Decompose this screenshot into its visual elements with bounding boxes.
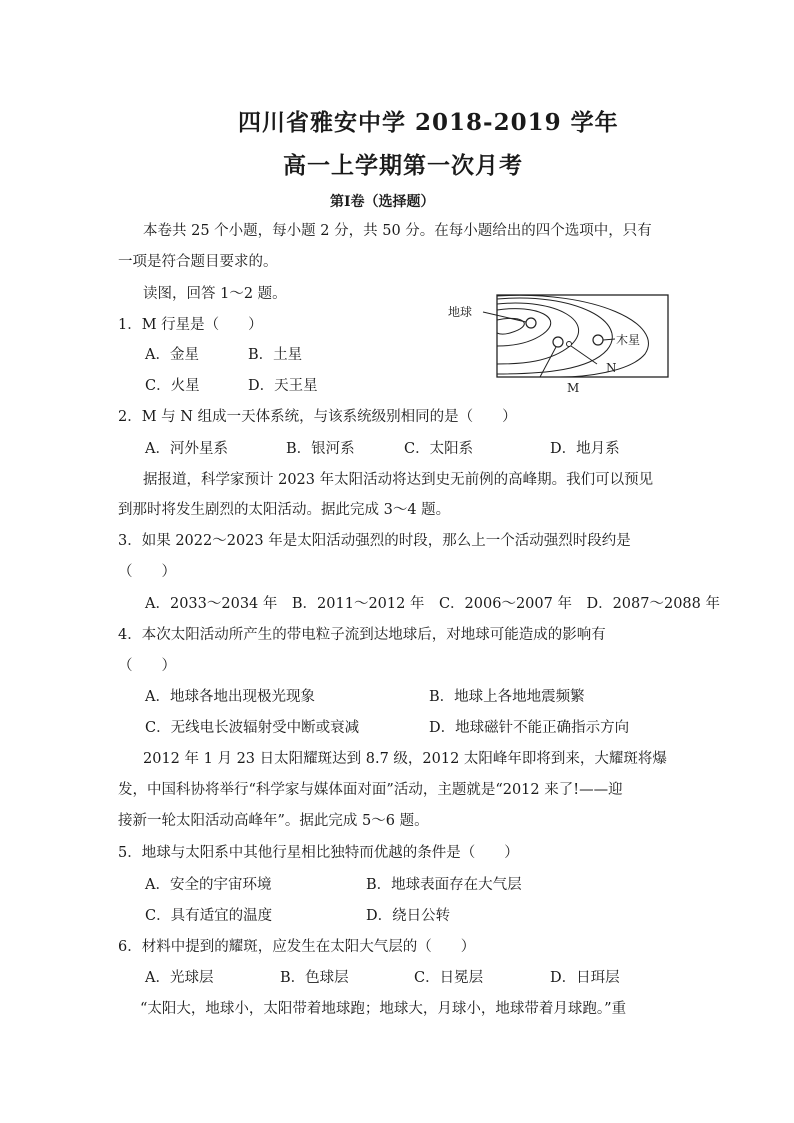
q4-paren: （ ） bbox=[118, 658, 176, 674]
read-instruction: 读图，回答 1～2 题。 bbox=[143, 286, 287, 302]
q1-option-a: A．金星 bbox=[145, 347, 199, 363]
passage-2-line-1: 2012 年 1 月 23 日太阳耀斑达到 8.7 级，2012 太阳峰年即将到来，大耀斑将爆 bbox=[143, 751, 667, 767]
passage-3-line-1: “太阳大，地球小，太阳带着地球跑；地球大，月球小，地球带着月球跑。”重 bbox=[140, 1001, 627, 1017]
q4-option-a: A．地球各地出现极光现象 bbox=[145, 689, 315, 705]
intro-line-1: 本卷共 25 个小题，每小题 2 分，共 50 分。在每小题给出的四个选项中，只有 bbox=[143, 223, 652, 239]
label-m: M bbox=[567, 381, 580, 394]
q5-stem: 5．地球与太阳系中其他行星相比独特而优越的条件是（ ） bbox=[118, 845, 519, 861]
passage-1-line-1: 据报道，科学家预计 2023 年太阳活动将达到史无前例的高峰期。我们可以预见 bbox=[143, 472, 654, 488]
q6-option-b: B．色球层 bbox=[280, 970, 349, 986]
q1-option-c: C．火星 bbox=[145, 378, 200, 394]
q5-option-a: A．安全的宇宙环境 bbox=[145, 877, 272, 893]
section-heading: 第Ⅰ卷（选择题） bbox=[330, 194, 435, 210]
title-line-2: 高一上学期第一次月考 bbox=[283, 152, 523, 179]
q6-option-a: A．光球层 bbox=[145, 970, 214, 986]
q1-stem: 1．M 行星是（ ） bbox=[118, 317, 263, 333]
q5-option-c: C．具有适宜的温度 bbox=[145, 908, 273, 924]
q6-stem: 6．材料中提到的耀斑，应发生在太阳大气层的（ ） bbox=[118, 939, 476, 955]
passage-2-line-3: 接新一轮太阳活动高峰年”。据此完成 5～6 题。 bbox=[118, 813, 429, 829]
q1-option-b: B．土星 bbox=[248, 347, 303, 363]
passage-2-line-2: 发，中国科协将举行“科学家与媒体面对面”活动，主题就是“2012 来了!——迎 bbox=[118, 782, 623, 798]
title-line-1: 四川省雅安中学 2018-2019 学年 bbox=[238, 109, 619, 136]
q5-option-d: D．绕日公转 bbox=[366, 908, 451, 924]
q1-option-d: D．天王星 bbox=[248, 378, 318, 394]
q2-option-c: C．太阳系 bbox=[404, 441, 474, 457]
q4-stem: 4．本次太阳活动所产生的带电粒子流到达地球后，对地球可能造成的影响有 bbox=[118, 627, 606, 643]
q3-stem: 3．如果 2022～2023 年是太阳活动强烈的时段，那么上一个活动强烈时段约是 bbox=[118, 533, 631, 549]
label-jupiter: 木星 bbox=[616, 333, 641, 347]
passage-1-line-2: 到那时将发生剧烈的太阳活动。据此完成 3～4 题。 bbox=[118, 502, 451, 518]
q3-options: A．2033～2034 年 B．2011～2012 年 C．2006～2007 年 D．2087～2088 年 bbox=[145, 596, 720, 612]
q4-option-b: B．地球上各地地震频繁 bbox=[429, 689, 585, 705]
q2-option-b: B．银河系 bbox=[286, 441, 355, 457]
q2-stem: 2．M 与 N 组成一天体系统，与该系统级别相同的是（ ） bbox=[118, 409, 517, 425]
q4-option-c: C．无线电长波辐射受中断或衰减 bbox=[145, 720, 360, 736]
q4-option-d: D．地球磁针不能正确指示方向 bbox=[429, 720, 630, 736]
solar-system-orbit-diagram bbox=[425, 292, 672, 394]
q2-option-a: A．河外星系 bbox=[145, 441, 228, 457]
intro-line-2: 一项是符合题目要求的。 bbox=[118, 254, 278, 270]
q3-paren: （ ） bbox=[118, 564, 176, 580]
q6-option-d: D．日珥层 bbox=[550, 970, 620, 986]
q6-option-c: C．日冕层 bbox=[414, 970, 484, 986]
q5-option-b: B．地球表面存在大气层 bbox=[366, 877, 522, 893]
label-earth: 地球 bbox=[448, 305, 473, 319]
q2-option-d: D．地月系 bbox=[550, 441, 620, 457]
label-n: N bbox=[606, 361, 617, 375]
